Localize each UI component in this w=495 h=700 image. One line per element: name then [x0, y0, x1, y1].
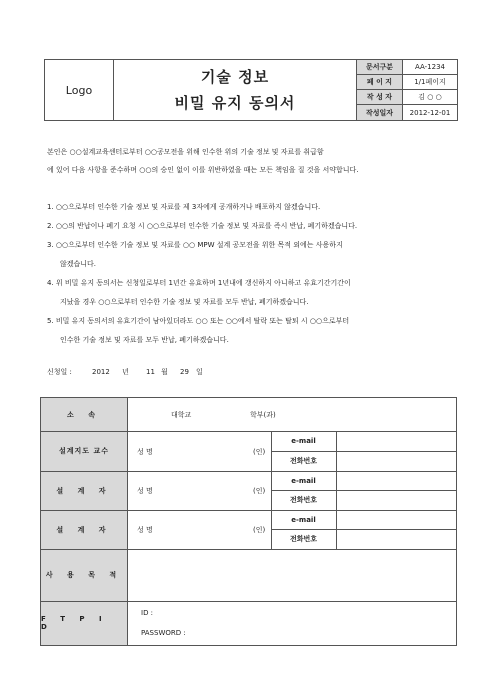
list-item: 3. ○○으로부터 인수한 기술 정보 및 자료를 ○○ MPW 설계 공모전을 위한 목적 외에는 사용하지	[47, 241, 343, 249]
year-unit: 년	[122, 368, 129, 376]
meta-value: 김 ○ ○	[418, 93, 442, 101]
meta-key: 페 이 지	[357, 75, 403, 89]
logo: Logo	[45, 60, 114, 120]
meta-value: 2012-12-01	[409, 108, 451, 117]
meta-row-page	[357, 75, 457, 90]
meta-key: 작 성 자	[357, 90, 403, 104]
meta-value: AA-1234	[415, 63, 445, 71]
list-item: 2. ○○의 반납이나 폐기 요청 시 ○○으로부터 인수한 기술 정보 및 자료를 즉시 반납, 폐기하겠습니다.	[47, 222, 358, 230]
advisor-name-label: 성 명	[137, 448, 153, 456]
list-item: 4. 위 비밀 유지 동의서는 신청일로부터 1년간 유효하며 1년내에 갱신하지 아니하고 유효기간기간이	[47, 279, 351, 287]
department-field[interactable]: 학부(과)	[250, 411, 276, 419]
table-divider	[336, 431, 337, 549]
table-divider	[271, 431, 272, 549]
advisor-seal: (인)	[253, 448, 266, 456]
affiliation-label: 소 속	[41, 398, 127, 431]
title-line-1: 기술 정보	[200, 68, 270, 86]
table-divider	[41, 601, 456, 602]
month-unit: 월	[161, 368, 168, 376]
ftp-id-label: F T P I D	[41, 601, 127, 645]
application-date-label: 신청일 :	[47, 368, 72, 376]
application-year: 2012	[92, 368, 110, 376]
table-divider	[127, 398, 128, 645]
designer-2-phone-label: 전화번호	[271, 529, 336, 549]
list-item-continued: 인수한 기술 정보 및 자료를 모두 반납, 폐기하겠습니다.	[60, 336, 229, 344]
meta-key: 작성일자	[357, 105, 403, 120]
designer-2-email-label: e-mail	[271, 510, 336, 529]
designer-2-name-label: 성 명	[137, 526, 153, 534]
advisor-label: 설계지도 교수	[41, 431, 127, 471]
purpose-label: 사 용 목 적	[41, 549, 127, 601]
list-item-continued: 않겠습니다.	[60, 260, 97, 268]
list-item: 5. 비밀 유지 동의서의 유효기간이 남아있더라도 ○○ 또는 ○○에서 탈락 또는 탈퇴 시 ○○으로부터	[47, 317, 350, 325]
meta-value: 1/1페이지	[414, 78, 446, 86]
table-divider	[41, 549, 456, 550]
day-unit: 일	[196, 368, 203, 376]
designer-1-email-label: e-mail	[271, 471, 336, 490]
list-item: 1. ○○으로부터 인수한 기술 정보 및 자료를 제 3자에게 공개하거나 배포하지 않겠습니다.	[47, 203, 321, 211]
title-line-2: 비밀 유지 동의서	[174, 94, 296, 112]
ftp-password-field[interactable]: PASSWORD :	[141, 629, 186, 637]
designer-2-label: 설 계 자	[41, 510, 127, 549]
applicant-table	[40, 397, 457, 646]
list-item-continued: 지났을 경우 ○○으로부터 인수한 기술 정보 및 자료를 모두 반납, 폐기하겠습니다.	[60, 298, 309, 306]
designer-1-label: 설 계 자	[41, 471, 127, 510]
advisor-email-label: e-mail	[271, 431, 336, 451]
application-month: 11	[146, 368, 155, 376]
table-divider	[271, 490, 456, 491]
table-divider	[271, 529, 456, 530]
application-day: 29	[180, 368, 189, 376]
meta-key: 문서구분	[357, 60, 403, 74]
document-header	[44, 59, 458, 121]
meta-row-author	[357, 90, 457, 105]
table-divider	[41, 510, 456, 511]
intro-line-1: 본인은 ○○설계교육센터로부터 ○○공모전을 위해 인수한 위의 기술 정보 및 자료를 취급함	[47, 148, 324, 156]
meta-table	[357, 60, 457, 120]
table-divider	[41, 431, 456, 432]
meta-row-date	[357, 105, 457, 120]
intro-line-2: 에 있어 다음 사항을 준수하며 ○○의 승인 없이 이를 위반하였을 때는 모든 책임을 질 것을 서약합니다.	[47, 166, 359, 174]
designer-1-name-label: 성 명	[137, 487, 153, 495]
designer-2-seal: (인)	[253, 526, 266, 534]
table-divider	[41, 471, 456, 472]
meta-row-doc-type	[357, 60, 457, 75]
advisor-phone-label: 전화번호	[271, 451, 336, 471]
university-field[interactable]: 대학교	[171, 411, 192, 419]
document-title	[114, 60, 357, 120]
ftp-id-field[interactable]: ID :	[141, 609, 154, 617]
designer-1-seal: (인)	[253, 487, 266, 495]
table-divider	[271, 451, 456, 452]
designer-1-phone-label: 전화번호	[271, 490, 336, 510]
